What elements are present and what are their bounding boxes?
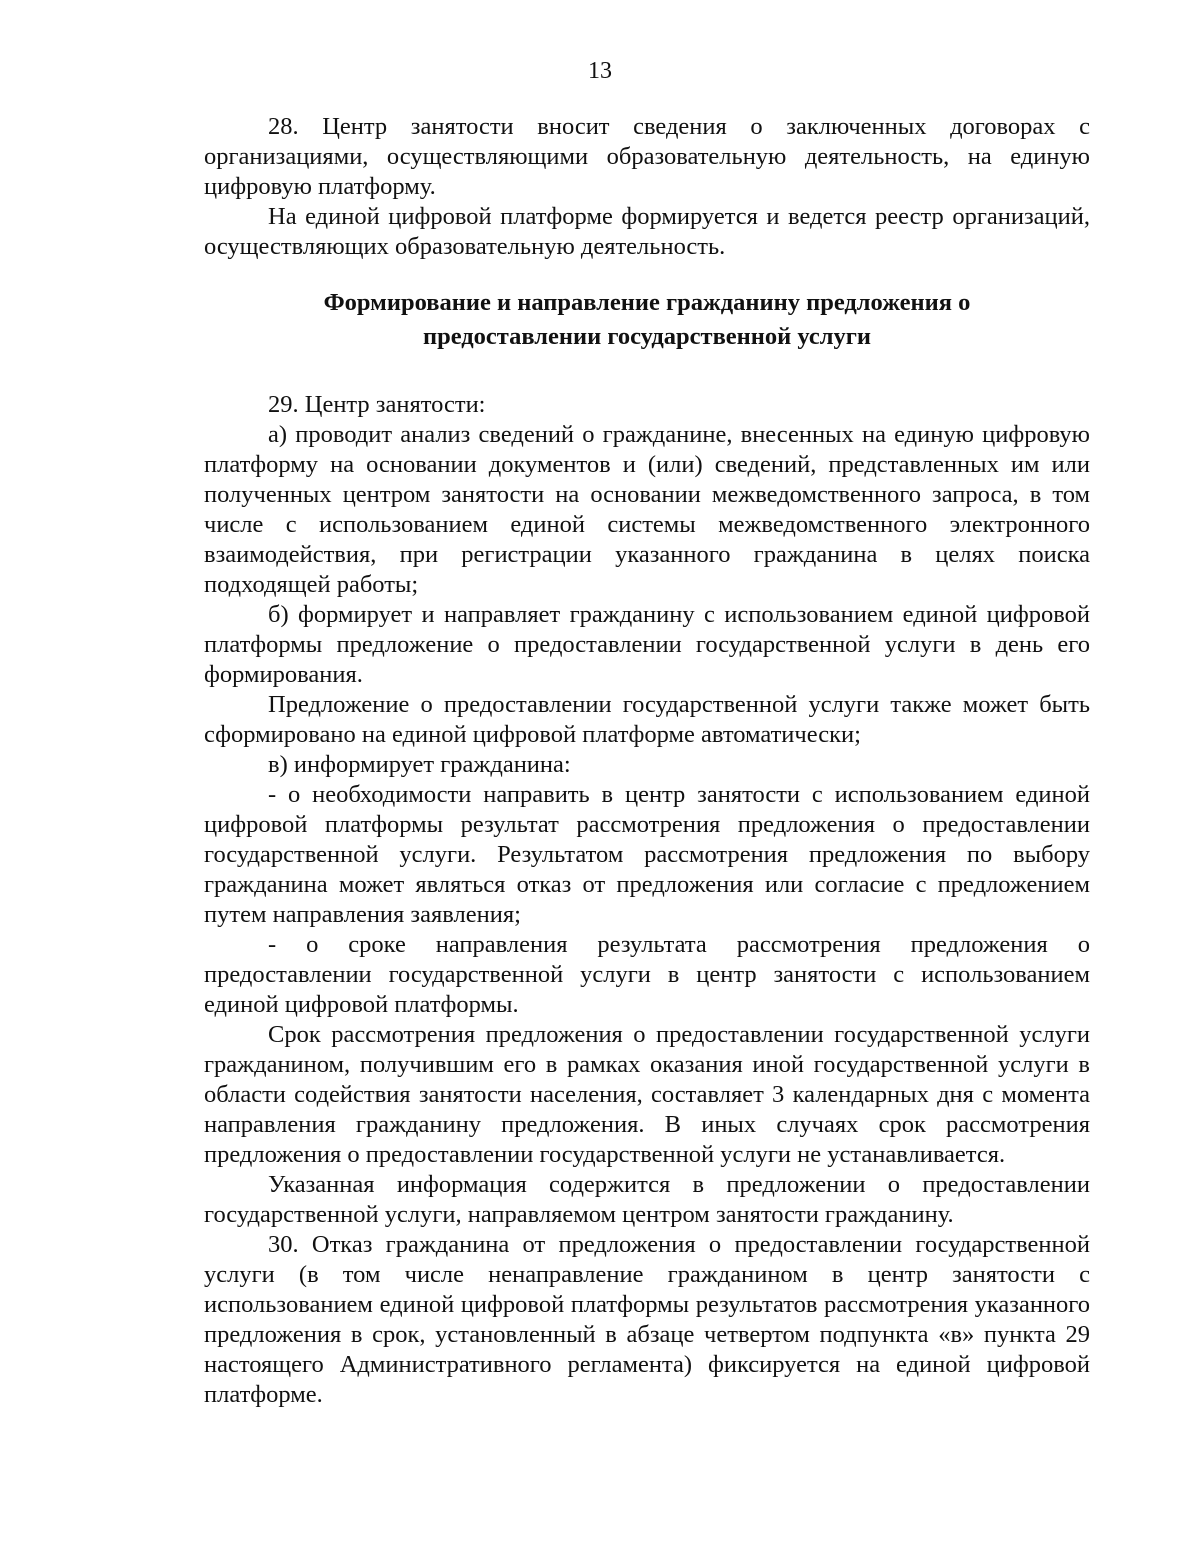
page-number: 13 <box>588 58 612 84</box>
paragraph-29-v: в) информирует гражданина: <box>268 751 571 778</box>
paragraph-29-v-item-1: - о необходимости направить в центр занятости с использованием единой цифровой платформы результат рассмотрения предложения о предоставлении государственной услуги. Результатом рассмотрения предложения по выбору гражданина может являться отказ от предложения или согласие с предложением путем направления заявления; <box>204 781 1090 928</box>
paragraph-28: 28. Центр занятости вносит сведения о заключенных договорах с организациями, осуществляющими образовательную деятельность, на единую цифровую платформу. <box>204 113 1090 200</box>
paragraph-29-automatic-offer: Предложение о предоставлении государственной услуги также может быть сформировано на единой цифровой платформе автоматически; <box>204 691 1090 748</box>
paragraph-28-registry: На единой цифровой платформе формируется и ведется реестр организаций, осуществляющих образовательную деятельность. <box>204 203 1090 260</box>
document-body <box>204 112 1090 1410</box>
paragraph-29-intro: 29. Центр занятости: <box>268 391 486 418</box>
paragraph-29-a: а) проводит анализ сведений о гражданине, внесенных на единую цифровую платформу на основании документов и (или) сведений, представленных им или полученных центром занятости на основании межведомственного запроса, в том числе с использованием единой системы межведомственного электронного взаимодействия, при регистрации указанного гражданина в целях поиска подходящей работы; <box>204 421 1090 598</box>
paragraph-29-info-contained: Указанная информация содержится в предложении о предоставлении государственной услуги, направляемом центром занятости гражданину. <box>204 1171 1090 1228</box>
paragraph-30: 30. Отказ гражданина от предложения о предоставлении государственной услуги (в том числе ненаправление гражданином в центр занятости с использованием единой цифровой платформы результатов рассмотрения указанного предложения в срок, установленный в абзаце четвертом подпункта «в» пункта 29 настоящего Административного регламента) фиксируется на единой цифровой платформе. <box>204 1231 1090 1408</box>
paragraph-29-b: б) формирует и направляет гражданину с использованием единой цифровой платформы предложение о предоставлении государственной услуги в день его формирования. <box>204 601 1090 688</box>
section-heading: Формирование и направление гражданину предложения о предоставлении государственной услуги <box>323 289 971 350</box>
paragraph-29-review-period: Срок рассмотрения предложения о предоставлении государственной услуги гражданином, получившим его в рамках оказания иной государственной услуги в области содействия занятости населения, составляет 3 календарных дня с момента направления гражданину предложения. В иных случаях срок рассмотрения предложения о предоставлении государственной услуги не устанавливается. <box>204 1021 1090 1168</box>
paragraph-29-v-item-2: - о сроке направления результата рассмотрения предложения о предоставлении государственной услуги в центр занятости с использованием единой цифровой платформы. <box>204 931 1090 1018</box>
